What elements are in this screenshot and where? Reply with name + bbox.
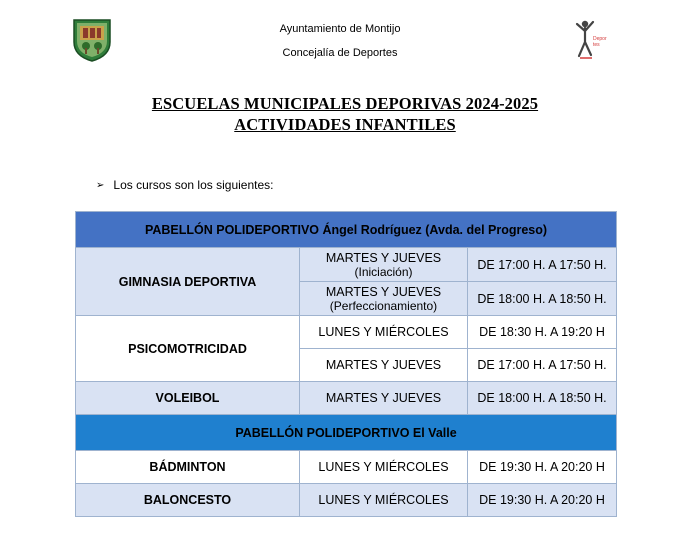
session-time: DE 18:30 H. A 19:20 H bbox=[468, 316, 617, 349]
section-header-row bbox=[76, 212, 617, 248]
document-subtitle: ACTIVIDADES INFANTILES bbox=[234, 115, 456, 134]
department-name: Concejalía de Deportes bbox=[282, 47, 398, 59]
session-time: DE 18:00 H. A 18:50 H. bbox=[468, 382, 617, 415]
activity-name: PSICOMOTRICIDAD bbox=[76, 316, 300, 382]
activity-name: VOLEIBOL bbox=[76, 382, 300, 415]
activity-name: BALONCESTO bbox=[76, 484, 300, 517]
session-days-label: MARTES Y JUEVES bbox=[325, 284, 442, 299]
session-days-label: MARTES Y JUEVES bbox=[325, 250, 442, 265]
session-time: DE 19:30 H. A 20:20 H bbox=[468, 484, 617, 517]
session-level: (Iniciación) bbox=[354, 264, 413, 279]
section-heading: PABELLÓN POLIDEPORTIVO Ángel Rodríguez (Avda. del Progreso) bbox=[76, 212, 617, 248]
activity-name: BÁDMINTON bbox=[76, 451, 300, 484]
session-time: DE 19:30 H. A 20:20 H bbox=[468, 451, 617, 484]
municipality-name: Ayuntamiento de Montijo bbox=[279, 23, 401, 35]
session-days: MARTES Y JUEVES bbox=[300, 382, 468, 415]
session-time: DE 17:00 H. A 17:50 H. bbox=[468, 248, 617, 282]
svg-text:Depor: Depor bbox=[593, 36, 607, 42]
document-title: ESCUELAS MUNICIPALES DEPORIVAS 2024-2025 bbox=[151, 94, 539, 113]
schedule-table bbox=[75, 211, 617, 517]
session-days: LUNES Y MIÉRCOLES bbox=[300, 484, 468, 517]
table-row bbox=[76, 248, 617, 282]
session-days: MARTES Y JUEVES bbox=[300, 349, 468, 382]
section-header-row bbox=[76, 415, 617, 451]
table-row bbox=[76, 316, 617, 349]
session-days: LUNES Y MIÉRCOLES bbox=[300, 316, 468, 349]
session-days: LUNES Y MIÉRCOLES bbox=[300, 451, 468, 484]
table-row bbox=[76, 451, 617, 484]
session-days bbox=[300, 248, 468, 282]
table-row bbox=[76, 484, 617, 517]
activity-name: GIMNASIA DEPORTIVA bbox=[76, 248, 300, 316]
session-time: DE 17:00 H. A 17:50 H. bbox=[468, 349, 617, 382]
table-row bbox=[76, 382, 617, 415]
intro-text: Los cursos son los siguientes: bbox=[113, 178, 274, 192]
session-level: (Perfeccionamiento) bbox=[329, 298, 438, 313]
session-time: DE 18:00 H. A 18:50 H. bbox=[468, 282, 617, 316]
section-heading: PABELLÓN POLIDEPORTIVO El Valle bbox=[76, 415, 617, 451]
svg-text:tes: tes bbox=[593, 42, 600, 48]
arrow-bullet-icon: ➢ bbox=[96, 179, 105, 191]
session-days bbox=[300, 282, 468, 316]
intro-line bbox=[96, 178, 273, 192]
